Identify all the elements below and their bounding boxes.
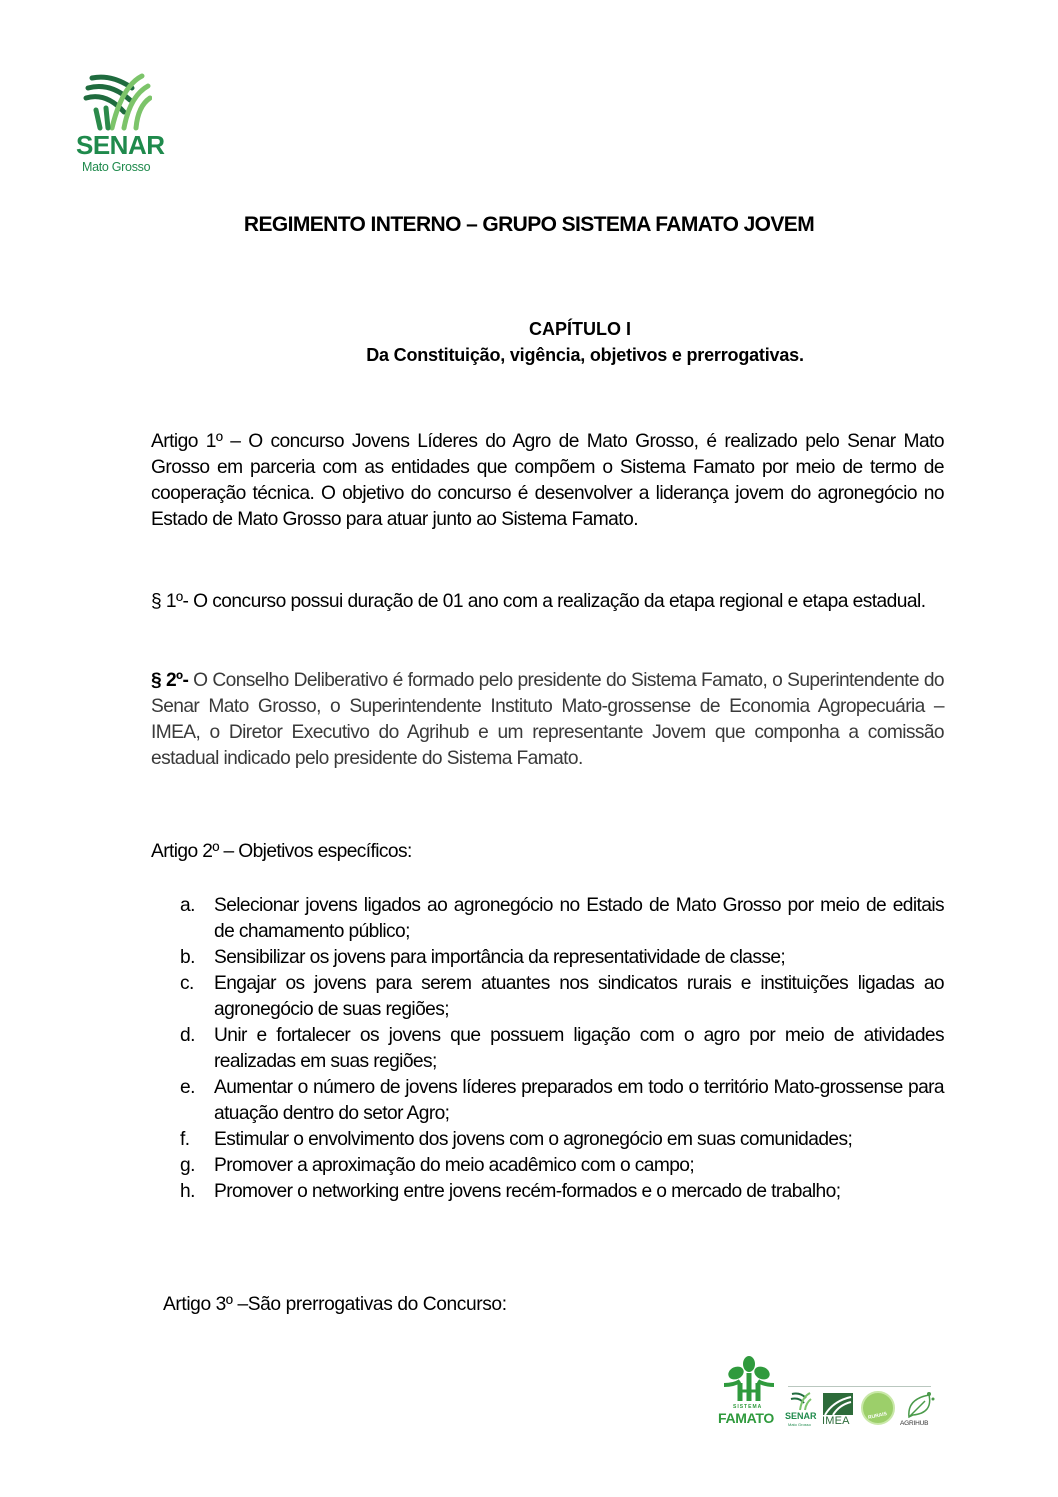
list-item: [151, 1153, 944, 1179]
agrihub-logo: [900, 1391, 940, 1431]
paragrafo-2-marker: § 2º-: [151, 670, 189, 691]
list-marker: e.: [180, 1077, 195, 1098]
senar-footer-subtitle: Mato Grosso: [788, 1422, 811, 1427]
list-marker: b.: [180, 947, 195, 968]
list-item: [151, 1179, 944, 1205]
list-item: [151, 1023, 944, 1075]
list-item-text: Promover a aproximação do meio acadêmico com o campo;: [214, 1155, 695, 1176]
agrihub-leaf-icon: [905, 1391, 935, 1419]
sindicatos-rurais-logo: [861, 1391, 895, 1425]
list-item: [151, 945, 944, 971]
list-marker: g.: [180, 1155, 195, 1176]
senar-footer-logo: [785, 1391, 817, 1431]
list-item: [151, 971, 944, 1023]
chapter-subtitle: Da Constituição, vigência, objetivos e prerrogativas.: [366, 345, 804, 365]
famato-plant-icon: [720, 1355, 778, 1403]
logo-subtitle: Mato Grosso: [82, 160, 151, 174]
senar-leaf-icon: [790, 1391, 812, 1411]
famato-small-label: SISTEMA: [733, 1404, 763, 1410]
list-item: [151, 1127, 944, 1153]
list-item-text: Aumentar o número de jovens líderes preparados em todo o território Mato-grossense para atuação dentro do setor Agro;: [214, 1077, 944, 1124]
artigo-2-heading: Artigo 2º – Objetivos específicos:: [151, 841, 412, 862]
list-marker: c.: [180, 973, 194, 994]
imea-road-icon: [823, 1393, 853, 1415]
list-item: [151, 893, 944, 945]
paragrafo-1: § 1º- O concurso possui duração de 01 ano com a realização da etapa regional e etapa estadual.: [151, 591, 926, 612]
footer-divider: [788, 1386, 931, 1387]
document-title: REGIMENTO INTERNO – GRUPO SISTEMA FAMATO JOVEM: [243, 213, 815, 236]
list-item-text: Promover o networking entre jovens recém-formados e o mercado de trabalho;: [214, 1181, 841, 1202]
footer-logos: [718, 1355, 943, 1430]
imea-logo: [820, 1393, 856, 1429]
list-item: [151, 1075, 944, 1127]
list-item-text: Engajar os jovens para serem atuantes nos sindicatos rurais e instituições ligadas ao agronegócio de suas regiões;: [214, 973, 944, 1020]
senar-logo: [72, 70, 165, 180]
artigo-3-heading: Artigo 3º –São prerrogativas do Concurso:: [163, 1294, 507, 1315]
list-marker: h.: [180, 1181, 195, 1202]
logo-wordmark: SENAR: [76, 130, 165, 160]
agrihub-wordmark: AGRIHUB: [900, 1420, 929, 1427]
senar-leaf-icon: [82, 70, 152, 132]
imea-wordmark: IMEA: [822, 1415, 850, 1427]
paragrafo-2-text: O Conselho Deliberativo é formado pelo presidente do Sistema Famato, o Superintendente do Senar Mato Grosso, o Superintendente Instituto Mato-grossense de Economia Agropecuária – IMEA, o Diretor Executivo do Agrihub e um representante Jovem que componha a comissão estadual indicado pelo presidente do Sistema Famato.: [151, 670, 944, 769]
list-item-text: Selecionar jovens ligados ao agronegócio no Estado de Mato Grosso por meio de editais de chamamento público;: [214, 895, 944, 942]
artigo-1-paragraph: Artigo 1º – O concurso Jovens Líderes do Agro de Mato Grosso, é realizado pelo Senar Mato Grosso em parceria com as entidades que compõem o Sistema Famato por meio de termo de cooperação técnica. O objetivo do concurso é desenvolver a liderança jovem do agronegócio no Estado de Mato Grosso para atuar junto ao Sistema Famato.: [151, 431, 944, 530]
list-item-text: Estimular o envolvimento dos jovens com o agronegócio em suas comunidades;: [214, 1129, 853, 1150]
famato-logo: [718, 1355, 780, 1430]
list-item-text: Sensibilizar os jovens para importância da representatividade de classe;: [214, 947, 786, 968]
chapter-label: CAPÍTULO I: [529, 319, 631, 339]
rurais-wordmark: RURAIS: [867, 1411, 888, 1421]
objectives-list: [151, 893, 944, 1205]
famato-wordmark: FAMATO: [718, 1410, 775, 1426]
list-marker: f.: [180, 1129, 190, 1150]
senar-footer-wordmark: SENAR: [785, 1411, 817, 1421]
list-item-text: Unir e fortalecer os jovens que possuem ligação com o agro por meio de atividades realizadas em suas regiões;: [214, 1025, 944, 1072]
paragrafo-2: [151, 668, 944, 772]
list-marker: a.: [180, 895, 195, 916]
list-marker: d.: [180, 1025, 195, 1046]
